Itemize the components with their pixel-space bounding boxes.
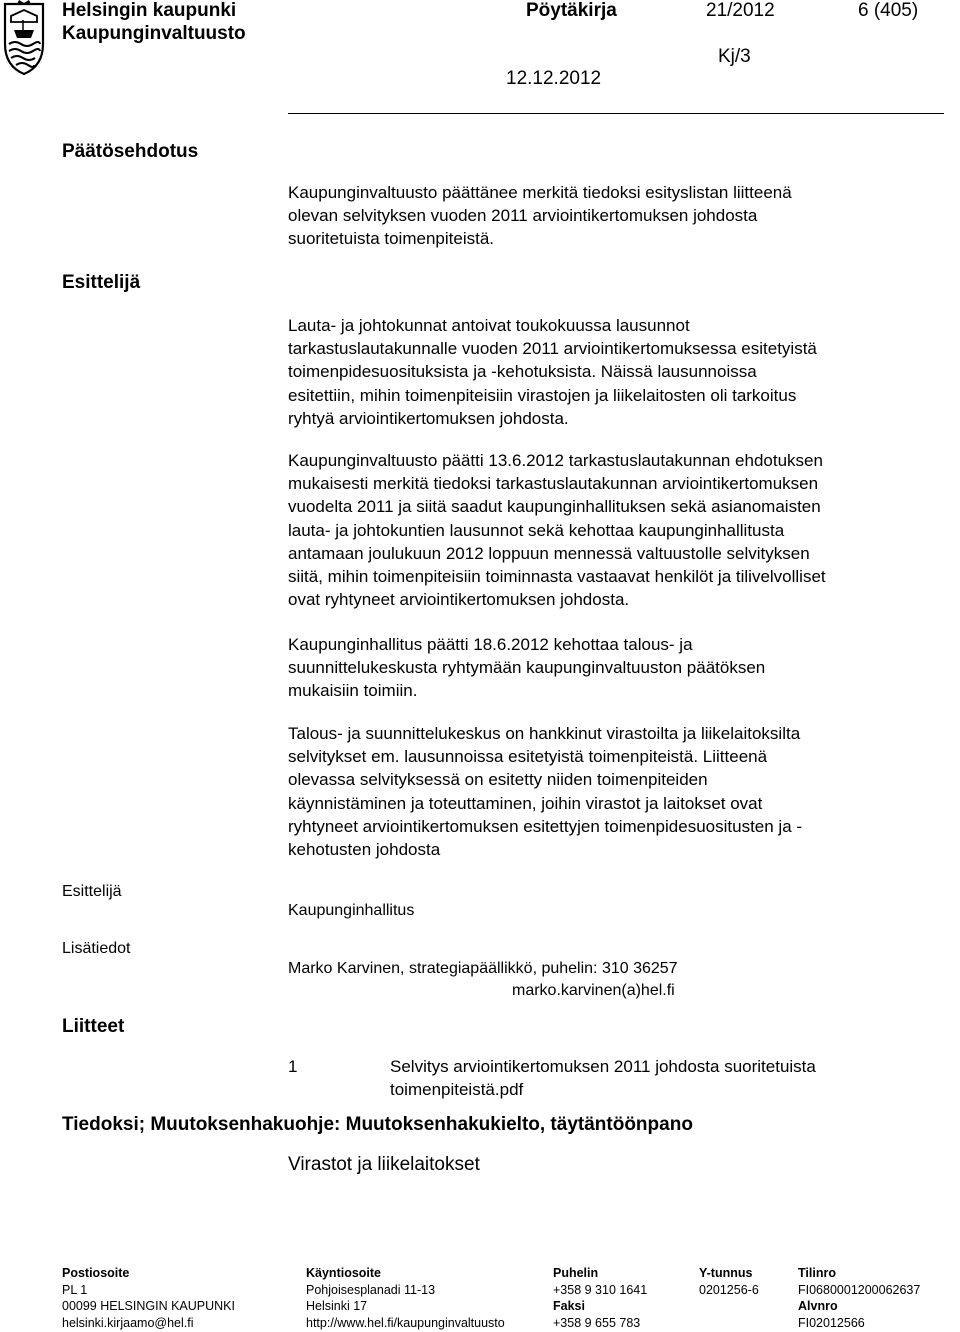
doc-number: 21/2012 xyxy=(706,0,775,21)
body-line: selvitykset em. lausunnoissa esitetyistä toimenpiteistä. Liitteenä xyxy=(288,747,768,767)
contact-line: Marko Karvinen, strategiapäällikkö, puhelin: 310 36257 xyxy=(288,960,678,977)
attachment-title[interactable] xyxy=(390,1055,840,1101)
body-line: käynnistäminen ja toteuttaminen, joihin virastot ja laitokset ovat xyxy=(288,793,763,813)
body-paragraph-2 xyxy=(288,449,948,611)
body-paragraph-4 xyxy=(288,722,948,861)
item-number: Kj/3 xyxy=(718,46,751,67)
footer-value: Helsinki 17 xyxy=(306,1299,368,1313)
distribution-heading: Tiedoksi; Muutoksenhakuohje: Muutoksenhakukielto, täytäntöönpano xyxy=(62,1114,693,1135)
body-line: suunnittelukeskusta ryhtymään kaupunginvaltuuston päätöksen xyxy=(288,658,766,678)
body-line: Talous- ja suunnittelukeskus on hankkinut virastoilta ja liikelaitoksilta xyxy=(288,724,801,743)
body-line: Lauta- ja johtokunnat antoivat toukokuussa lausunnot xyxy=(288,316,690,335)
body-line: mukaisiin toimiin. xyxy=(288,681,418,701)
footer-value: +358 9 310 1641 xyxy=(553,1282,648,1297)
body-line: vuodelta 2011 ja siitä saadut kaupunginhallituksen sekä asianomaisten xyxy=(288,497,821,517)
footer-value: PL 1 xyxy=(62,1282,88,1297)
footer-heading: Käyntiosoite xyxy=(306,1266,382,1280)
contact-email: marko.karvinen(a)hel.fi xyxy=(512,982,675,999)
footer-visiting xyxy=(306,1265,505,1331)
body-line: tarkastuslautakunnalle vuoden 2011 arviointikertomuksessa esitetyistä xyxy=(288,339,817,359)
attachment-title-line: toimenpiteistä.pdf xyxy=(390,1080,524,1099)
presenter-value: Kaupunginhallitus xyxy=(288,902,415,919)
meeting-date: 12.12.2012 xyxy=(506,68,602,89)
footer-phone xyxy=(553,1265,647,1331)
doc-type: Pöytäkirja xyxy=(526,0,617,21)
body-line: lauta- ja johtokuntien lausunnot sekä kehottaa kaupunginhallitusta xyxy=(288,520,785,540)
esittelija-label-2: Esittelijä xyxy=(62,883,122,900)
body-line: siitä, mihin toimenpiteisiin toiminnasta vastaavat henkilöt ja tilivelvolliset xyxy=(288,567,826,587)
helsinki-crest-icon xyxy=(2,0,46,76)
footer-value: +358 9 655 783 xyxy=(553,1315,641,1330)
footer-heading: Faksi xyxy=(553,1299,585,1313)
attachment-number: 1 xyxy=(288,1057,298,1076)
footer-account xyxy=(798,1265,920,1331)
body-line: Kaupunginvaltuusto päätti 13.6.2012 tarkastuslautakunnan ehdotuksen xyxy=(288,451,823,470)
esittelija-label: Esittelijä xyxy=(62,272,141,293)
footer-heading: Puhelin xyxy=(553,1266,599,1280)
distribution-recipients: Virastot ja liikelaitokset xyxy=(288,1154,480,1175)
footer-heading: Alvnro xyxy=(798,1299,838,1313)
body-line: kehotusten johdosta xyxy=(288,840,441,860)
body-name: Kaupunginvaltuusto xyxy=(62,23,246,44)
paatosehdotus-label: Päätösehdotus xyxy=(62,141,199,162)
footer-business-id xyxy=(699,1265,759,1298)
footer-value: Pohjoisesplanadi 11-13 xyxy=(306,1282,436,1297)
body-line: ryhtyä arviointikertomuksen johdosta. xyxy=(288,408,569,428)
footer-value: FI02012566 xyxy=(798,1315,865,1330)
proposal-line: suoritetuista toimenpiteistä. xyxy=(288,229,494,249)
body-line: antamaan joulukuun 2012 loppuun mennessä valtuustolle selvityksen xyxy=(288,543,810,563)
org-name: Helsingin kaupunki xyxy=(62,0,237,21)
footer-heading: Y-tunnus xyxy=(699,1266,753,1280)
proposal-line: Kaupunginvaltuusto päättänee merkitä tiedoksi esityslistan liitteenä xyxy=(288,183,792,202)
page-number: 6 (405) xyxy=(858,0,919,21)
header-divider xyxy=(288,113,944,114)
footer-value: 00099 HELSINGIN KAUPUNKI xyxy=(62,1299,235,1313)
liitteet-label: Liitteet xyxy=(62,1016,125,1037)
body-line: toimenpidesuosituksista ja -kehotuksista. Näissä lausunnoissa xyxy=(288,362,757,382)
footer-postal xyxy=(62,1265,235,1331)
body-paragraph-1 xyxy=(288,314,948,430)
body-line: olevassa selvityksessä on esitetty niiden toimenpiteiden xyxy=(288,770,708,790)
footer-url[interactable]: http://www.hel.fi/kaupunginvaltuusto xyxy=(306,1315,505,1330)
attachment-title-line: Selvitys arviointikertomuksen 2011 johdosta suoritetuista xyxy=(390,1057,816,1076)
body-line: mukaisesti merkitä tiedoksi tarkastuslautakunnan arviointikertomuksen xyxy=(288,474,819,494)
body-paragraph-3 xyxy=(288,633,948,703)
footer-email[interactable]: helsinki.kirjaamo@hel.fi xyxy=(62,1315,194,1330)
proposal-text xyxy=(288,181,948,251)
footer-heading: Tilinro xyxy=(798,1266,836,1280)
body-line: ovat ryhtyneet arviointikertomuksen johdosta. xyxy=(288,590,630,610)
body-line: esitettiin, mihin toimenpiteisiin virastojen ja liikelaitosten oli tarkoitus xyxy=(288,385,797,405)
footer-value: FI0680001200062637 xyxy=(798,1282,921,1297)
lisatiedot-label: Lisätiedot xyxy=(62,940,131,957)
footer-value: 0201256-6 xyxy=(699,1282,759,1297)
footer-heading: Postiosoite xyxy=(62,1266,130,1280)
proposal-line: olevan selvityksen vuoden 2011 arviointikertomuksen johdosta xyxy=(288,206,758,226)
body-line: ryhtyneet arviointikertomuksen esitettyjen toimenpidesuositusten ja - xyxy=(288,816,803,836)
body-line: Kaupunginhallitus päätti 18.6.2012 kehottaa talous- ja xyxy=(288,635,693,654)
